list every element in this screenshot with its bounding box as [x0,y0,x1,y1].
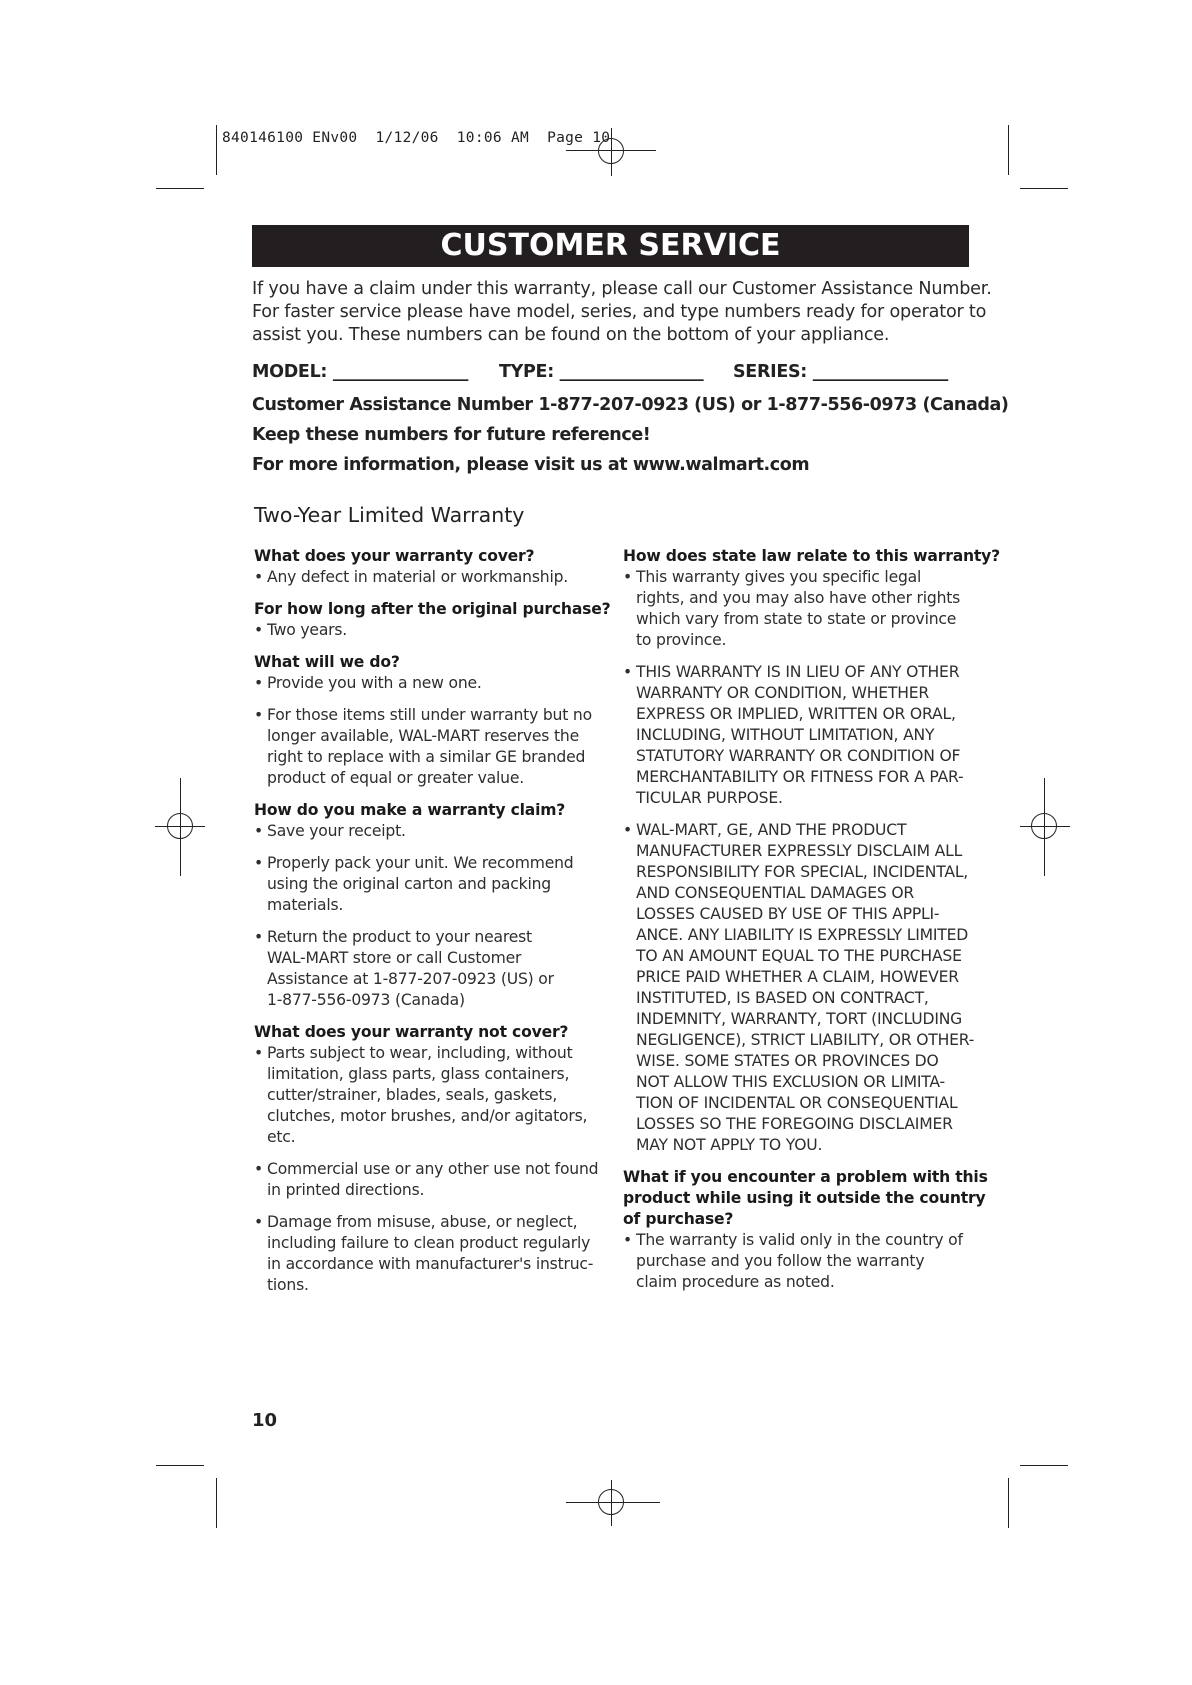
list-item: • Commercial use or any other use not found in printed directions. [254,1159,604,1201]
keep-reference-note: Keep these numbers for future reference! [252,425,651,445]
list-item: • Damage from misuse, abuse, or neglect, including failure to clean product regularly in accordance with manufacturer's instruc- tions. [254,1212,604,1296]
section-banner: CUSTOMER SERVICE [252,225,969,267]
question-heading: What will we do? [254,653,400,671]
crop-mark [216,125,217,175]
warranty-left-column [254,546,611,1296]
list-item: • Return the product to your nearest WAL-MART store or call Customer Assistance at 1-877-207-0923 (US) or 1-877-556-0973 (Canada) [254,927,604,1011]
question-heading: What if you encounter a problem with this product while using it outside the country of purchase? [623,1168,988,1228]
warranty-title: Two-Year Limited Warranty [254,503,525,527]
list-item: • This warranty gives you specific legal rights, and you may also have other rights which vary from state to state or province to province. [623,567,973,651]
intro-line: For faster service please have model, series, and type numbers ready for operator to [252,302,987,322]
list-item: • Any defect in material or workmanship. [254,567,604,588]
series-field: SERIES: ________________ [733,362,948,382]
type-field: TYPE: _________________ [499,362,704,382]
more-info-line: For more information, please visit us at www.walmart.com [252,455,810,475]
list-item: • For those items still under warranty but no longer available, WAL-MART reserves the right to replace with a similar GE branded product of equal or greater value. [254,705,604,789]
question-heading: What does your warranty not cover? [254,1023,569,1041]
model-field: MODEL: ________________ [252,362,469,382]
crop-mark [1020,188,1068,189]
intro-line: assist you. These numbers can be found on the bottom of your appliance. [252,325,890,345]
product-id-fields [252,362,972,382]
crop-mark [1008,125,1009,175]
list-item: • THIS WARRANTY IS IN LIEU OF ANY OTHER WARRANTY OR CONDITION, WHETHER EXPRESS OR IMPLIED, WRITTEN OR ORAL, INCLUDING, WITHOUT LIMITATION, ANY STATUTORY WARRANTY OR CONDITION OF MERCHANTABILITY OR FITNESS FOR A PAR- TICULAR PURPOSE. [623,662,973,809]
list-item: • The warranty is valid only in the country of purchase and you follow the warranty claim procedure as noted. [623,1230,973,1293]
question-heading: How do you make a warranty claim? [254,801,566,819]
crop-mark [156,1465,204,1466]
question-heading: How does state law relate to this warranty? [623,547,1000,565]
crop-mark [216,1478,217,1528]
list-item: • Save your receipt. [254,821,604,842]
print-slug: 840146100 ENv00 1/12/06 10:06 AM Page 10 [222,130,611,146]
intro-paragraph [252,278,992,347]
intro-line: If you have a claim under this warranty, please call our Customer Assistance Number. [252,279,992,299]
page-number: 10 [252,1410,278,1431]
list-item: • Two years. [254,620,604,641]
list-item: • WAL-MART, GE, AND THE PRODUCT MANUFACTURER EXPRESSLY DISCLAIM ALL RESPONSIBILITY FOR SPECIAL, INCIDENTAL, AND CONSEQUENTIAL DAMAGES OR LOSSES CAUSED BY USE OF THIS APPLI- ANCE. ANY LIABILITY IS EXPRESSLY LIMITED TO AN AMOUNT EQUAL TO THE PURCHASE PRICE PAID WHETHER A CLAIM, HOWEVER INSTITUTED, IS BASED ON CONTRACT, INDEMNITY, WARRANTY, TORT (INCLUDING NEGLIGENCE), STRICT LIABILITY, OR OTHER- WISE. SOME STATES OR PROVINCES DO NOT ALLOW THIS EXCLUSION OR LIMITA- TION OF INCIDENTAL OR CONSEQUENTIAL LOSSES SO THE FOREGOING DISCLAIMER MAY NOT APPLY TO YOU. [623,820,973,1156]
crop-mark [1020,1465,1068,1466]
list-item: • Properly pack your unit. We recommend using the original carton and packing materials. [254,853,604,916]
warranty-right-column [623,546,1000,1293]
assistance-number: Customer Assistance Number 1-877-207-0923 (US) or 1-877-556-0973 (Canada) [252,395,1009,415]
crop-mark [156,188,204,189]
list-item: • Provide you with a new one. [254,673,604,694]
crop-mark [1008,1478,1009,1528]
list-item: • Parts subject to wear, including, without limitation, glass parts, glass containers, cutter/strainer, blades, seals, gaskets, clutches, motor brushes, and/or agitators, etc. [254,1043,604,1148]
question-heading: For how long after the original purchase? [254,600,611,618]
question-heading: What does your warranty cover? [254,547,535,565]
